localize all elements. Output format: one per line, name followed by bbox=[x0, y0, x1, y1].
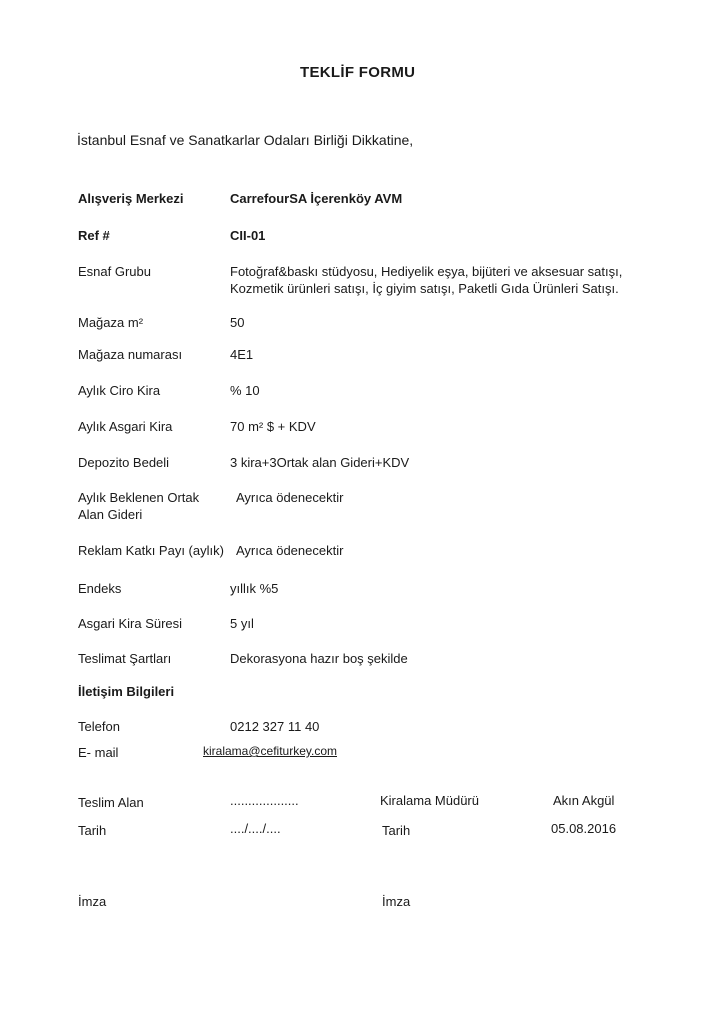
field-label-deposit: Depozito Bedeli bbox=[78, 455, 170, 470]
field-label-turnover-rent: Aylık Ciro Kira bbox=[78, 383, 161, 398]
field-value-store-area: 50 bbox=[230, 315, 245, 330]
receiver-placeholder: ................... bbox=[230, 793, 299, 808]
date-placeholder-left: ..../..../.... bbox=[230, 821, 281, 836]
field-value-minimum-rent: 70 m² $ + KDV bbox=[230, 419, 316, 434]
receiver-label: Teslim Alan bbox=[78, 795, 144, 810]
field-value-delivery: Dekorasyona hazır boş şekilde bbox=[230, 651, 408, 666]
field-label-min-term: Asgari Kira Süresi bbox=[78, 616, 183, 631]
field-value-trade-group-line1: Fotoğraf&baskı stüdyosu, Hediyelik eşya, bijüteri ve aksesuar satışı, bbox=[230, 264, 623, 279]
field-value-trade-group-line2: Kozmetik ürünleri satışı, İç giyim satışı, Paketli Gıda Ürünleri Satışı. bbox=[230, 281, 619, 296]
phone-label: Telefon bbox=[78, 719, 120, 734]
field-label-trade-group: Esnaf Grubu bbox=[78, 264, 151, 279]
field-value-deposit: 3 kira+3Ortak alan Gideri+KDV bbox=[230, 455, 410, 470]
field-label-store-area: Mağaza m² bbox=[78, 315, 144, 330]
field-value-index: yıllık %5 bbox=[230, 581, 279, 596]
field-value-ad-contribution: Ayrıca ödenecektir bbox=[236, 543, 344, 558]
field-label-index: Endeks bbox=[78, 581, 122, 596]
field-value-turnover-rent: % 10 bbox=[230, 383, 260, 398]
field-label-mall: Alışveriş Merkezi bbox=[78, 191, 184, 206]
email-label: E- mail bbox=[78, 745, 119, 760]
field-label-delivery: Teslimat Şartları bbox=[78, 651, 172, 666]
field-value-mall: CarrefourSA İçerenköy AVM bbox=[230, 191, 403, 206]
field-value-common-area: Ayrıca ödenecektir bbox=[236, 490, 344, 505]
phone-value: 0212 327 11 40 bbox=[230, 719, 320, 734]
intro-line: İstanbul Esnaf ve Sanatkarlar Odaları Birliği Dikkatine, bbox=[77, 132, 414, 148]
field-label-minimum-rent: Aylık Asgari Kira bbox=[78, 419, 173, 434]
field-value-ref: CII-01 bbox=[230, 228, 266, 243]
field-label-store-number: Mağaza numarası bbox=[78, 347, 183, 362]
field-label-ref: Ref # bbox=[78, 228, 110, 243]
date-label-left: Tarih bbox=[78, 823, 107, 838]
field-value-min-term: 5 yıl bbox=[230, 616, 254, 631]
field-label-ad-contribution: Reklam Katkı Payı (aylık) bbox=[78, 543, 224, 558]
date-value-right: 05.08.2016 bbox=[551, 821, 617, 836]
email-link[interactable]: kiralama@cefiturkey.com bbox=[203, 744, 337, 758]
field-label-common-area-line2: Alan Gideri bbox=[78, 507, 143, 522]
date-label-right: Tarih bbox=[382, 823, 411, 838]
field-label-common-area-line1: Aylık Beklenen Ortak bbox=[78, 490, 200, 505]
contact-heading: İletişim Bilgileri bbox=[78, 684, 175, 699]
manager-label: Kiralama Müdürü bbox=[380, 793, 479, 808]
manager-name: Akın Akgül bbox=[553, 793, 615, 808]
signature-label-right: İmza bbox=[382, 894, 411, 909]
signature-label-left: İmza bbox=[78, 894, 107, 909]
form-title: TEKLİF FORMU bbox=[300, 64, 416, 81]
field-value-store-number: 4E1 bbox=[230, 347, 254, 362]
